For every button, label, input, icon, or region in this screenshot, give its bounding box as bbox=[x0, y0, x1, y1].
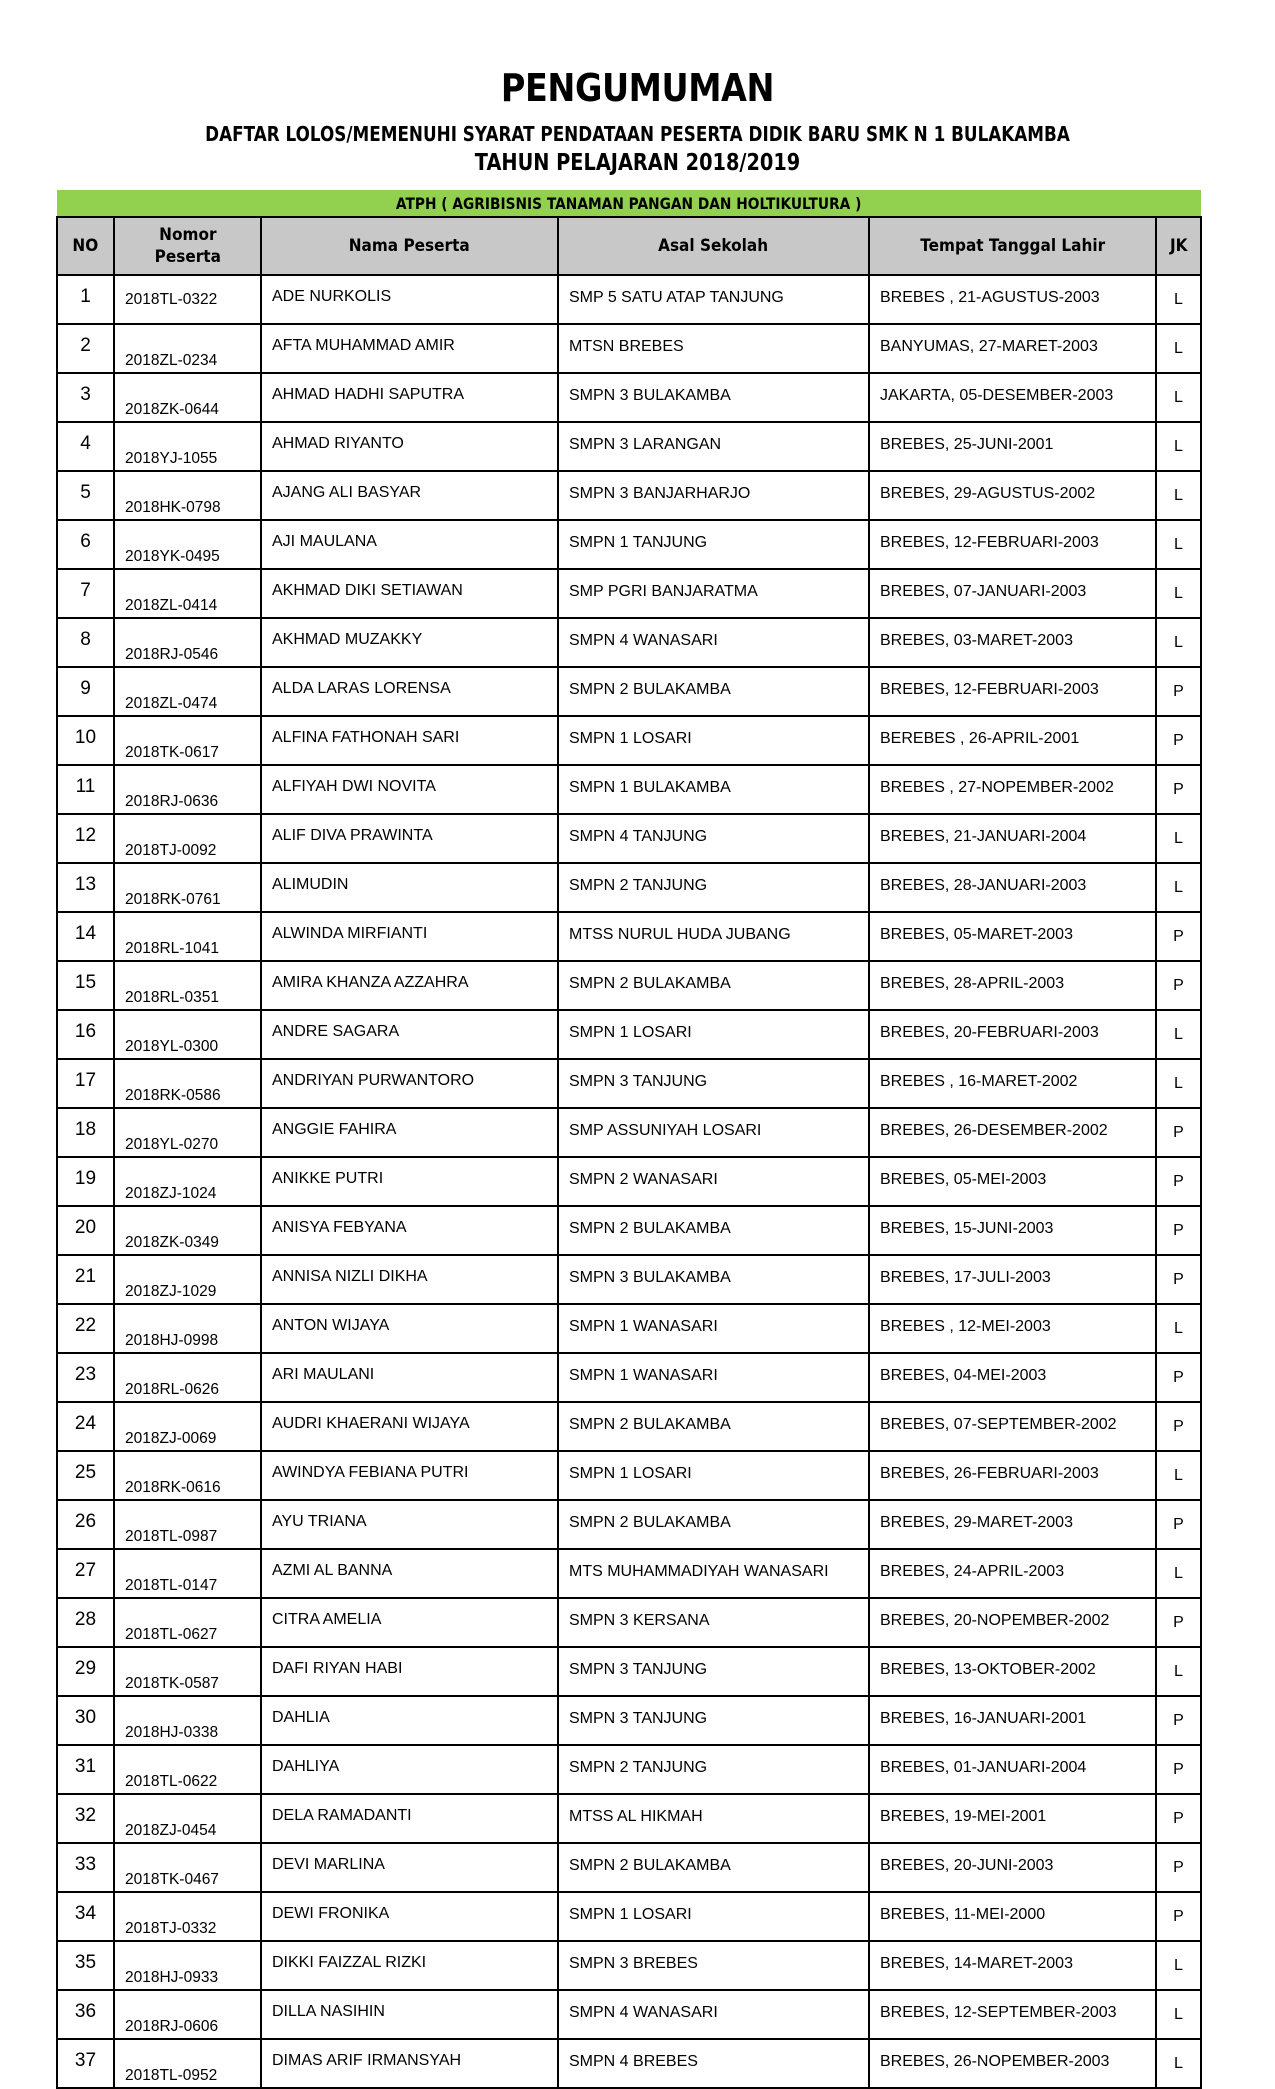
academic-year: TAHUN PELAJARAN 2018/2019 bbox=[474, 150, 801, 176]
row-nama-peserta: ARI MAULANI bbox=[261, 1353, 558, 1402]
row-no: 10 bbox=[57, 716, 114, 765]
row-nama-peserta: DEWI FRONIKA bbox=[261, 1892, 558, 1941]
row-jk: P bbox=[1156, 1255, 1201, 1304]
row-nama-peserta: DELA RAMADANTI bbox=[261, 1794, 558, 1843]
row-no: 33 bbox=[57, 1843, 114, 1892]
row-tempat-tanggal-lahir: BREBES, 01-JANUARI-2004 bbox=[869, 1745, 1156, 1794]
row-no: 6 bbox=[57, 520, 114, 569]
table-row bbox=[57, 1206, 1201, 1255]
row-tempat-tanggal-lahir: BREBES, 05-MEI-2003 bbox=[869, 1157, 1156, 1206]
row-tempat-tanggal-lahir: BREBES, 12-SEPTEMBER-2003 bbox=[869, 1990, 1156, 2039]
table-row bbox=[57, 618, 1201, 667]
row-nomor-peserta: 2018YL-0270 bbox=[114, 1108, 261, 1157]
table-row bbox=[57, 1745, 1201, 1794]
row-jk: L bbox=[1156, 1059, 1201, 1108]
row-no: 16 bbox=[57, 1010, 114, 1059]
row-nama-peserta: ANTON WIJAYA bbox=[261, 1304, 558, 1353]
row-no: 35 bbox=[57, 1941, 114, 1990]
row-tempat-tanggal-lahir: BREBES, 28-APRIL-2003 bbox=[869, 961, 1156, 1010]
row-nomor-peserta: 2018TL-0987 bbox=[114, 1500, 261, 1549]
row-no: 30 bbox=[57, 1696, 114, 1745]
row-asal-sekolah: SMPN 3 BANJARHARJO bbox=[558, 471, 869, 520]
table-row bbox=[57, 520, 1201, 569]
row-jk: P bbox=[1156, 1206, 1201, 1255]
row-nama-peserta: DIMAS ARIF IRMANSYAH bbox=[261, 2039, 558, 2088]
row-no: 20 bbox=[57, 1206, 114, 1255]
row-tempat-tanggal-lahir: BREBES, 26-NOPEMBER-2003 bbox=[869, 2039, 1156, 2088]
table-row bbox=[57, 471, 1201, 520]
table-row bbox=[57, 1500, 1201, 1549]
row-nomor-peserta: 2018RK-0761 bbox=[114, 863, 261, 912]
row-nomor-peserta: 2018HJ-0998 bbox=[114, 1304, 261, 1353]
row-no: 13 bbox=[57, 863, 114, 912]
row-jk: L bbox=[1156, 1010, 1201, 1059]
row-jk: L bbox=[1156, 1941, 1201, 1990]
row-tempat-tanggal-lahir: BREBES, 11-MEI-2000 bbox=[869, 1892, 1156, 1941]
row-asal-sekolah: SMPN 3 LARANGAN bbox=[558, 422, 869, 471]
row-tempat-tanggal-lahir: BREBES, 14-MARET-2003 bbox=[869, 1941, 1156, 1990]
row-jk: L bbox=[1156, 520, 1201, 569]
row-nomor-peserta: 2018ZK-0349 bbox=[114, 1206, 261, 1255]
row-no: 15 bbox=[57, 961, 114, 1010]
row-asal-sekolah: SMPN 1 WANASARI bbox=[558, 1304, 869, 1353]
row-jk: P bbox=[1156, 1794, 1201, 1843]
table-header bbox=[57, 217, 1201, 275]
row-tempat-tanggal-lahir: BREBES, 28-JANUARI-2003 bbox=[869, 863, 1156, 912]
row-nomor-peserta: 2018RL-0351 bbox=[114, 961, 261, 1010]
row-nama-peserta: ANDRIYAN PURWANTORO bbox=[261, 1059, 558, 1108]
table-row bbox=[57, 667, 1201, 716]
row-no: 1 bbox=[57, 275, 114, 324]
program-banner bbox=[57, 190, 1201, 217]
table-row bbox=[57, 863, 1201, 912]
row-no: 19 bbox=[57, 1157, 114, 1206]
row-nomor-peserta: 2018YJ-1055 bbox=[114, 422, 261, 471]
row-asal-sekolah: SMP PGRI BANJARATMA bbox=[558, 569, 869, 618]
row-tempat-tanggal-lahir: BREBES, 15-JUNI-2003 bbox=[869, 1206, 1156, 1255]
col-header-no: NO bbox=[57, 217, 114, 275]
row-nomor-peserta: 2018TK-0587 bbox=[114, 1647, 261, 1696]
row-nama-peserta: AJANG ALI BASYAR bbox=[261, 471, 558, 520]
row-tempat-tanggal-lahir: BREBES, 29-AGUSTUS-2002 bbox=[869, 471, 1156, 520]
row-asal-sekolah: SMPN 2 BULAKAMBA bbox=[558, 1500, 869, 1549]
row-asal-sekolah: SMPN 2 BULAKAMBA bbox=[558, 1402, 869, 1451]
row-nomor-peserta: 2018TL-0952 bbox=[114, 2039, 261, 2088]
row-asal-sekolah: SMPN 3 TANJUNG bbox=[558, 1059, 869, 1108]
row-jk: L bbox=[1156, 1451, 1201, 1500]
row-nomor-peserta: 2018TL-0622 bbox=[114, 1745, 261, 1794]
row-tempat-tanggal-lahir: BREBES, 21-JANUARI-2004 bbox=[869, 814, 1156, 863]
table-row bbox=[57, 1353, 1201, 1402]
row-tempat-tanggal-lahir: JAKARTA, 05-DESEMBER-2003 bbox=[869, 373, 1156, 422]
row-jk: P bbox=[1156, 1500, 1201, 1549]
row-jk: L bbox=[1156, 275, 1201, 324]
row-jk: L bbox=[1156, 2039, 1201, 2088]
table-row bbox=[57, 961, 1201, 1010]
row-jk: L bbox=[1156, 569, 1201, 618]
row-no: 14 bbox=[57, 912, 114, 961]
row-nama-peserta: DAFI RIYAN HABI bbox=[261, 1647, 558, 1696]
row-asal-sekolah: SMPN 3 TANJUNG bbox=[558, 1647, 869, 1696]
row-asal-sekolah: SMPN 2 BULAKAMBA bbox=[558, 1206, 869, 1255]
page-subtitle: DAFTAR LOLOS/MEMENUHI SYARAT PENDATAAN PESERTA DIDIK BARU SMK N 1 BULAKAMBA bbox=[205, 122, 1070, 146]
row-nomor-peserta: 2018HJ-0933 bbox=[114, 1941, 261, 1990]
row-tempat-tanggal-lahir: BREBES, 12-FEBRUARI-2003 bbox=[869, 520, 1156, 569]
row-nomor-peserta: 2018ZJ-0454 bbox=[114, 1794, 261, 1843]
row-nama-peserta: ALIMUDIN bbox=[261, 863, 558, 912]
row-no: 27 bbox=[57, 1549, 114, 1598]
col-header-tempat-tanggal-lahir: Tempat Tanggal Lahir bbox=[869, 217, 1156, 275]
row-nama-peserta: AFTA MUHAMMAD AMIR bbox=[261, 324, 558, 373]
row-nama-peserta: AKHMAD MUZAKKY bbox=[261, 618, 558, 667]
row-no: 2 bbox=[57, 324, 114, 373]
row-tempat-tanggal-lahir: BREBES , 12-MEI-2003 bbox=[869, 1304, 1156, 1353]
table-row bbox=[57, 1794, 1201, 1843]
row-tempat-tanggal-lahir: BREBES, 25-JUNI-2001 bbox=[869, 422, 1156, 471]
row-nama-peserta: ALWINDA MIRFIANTI bbox=[261, 912, 558, 961]
table-row bbox=[57, 1598, 1201, 1647]
row-tempat-tanggal-lahir: BREBES, 20-FEBRUARI-2003 bbox=[869, 1010, 1156, 1059]
row-nomor-peserta: 2018RL-1041 bbox=[114, 912, 261, 961]
program-name: ATPH ( AGRIBISNIS TANAMAN PANGAN DAN HOLTIKULTURA ) bbox=[396, 193, 862, 213]
row-tempat-tanggal-lahir: BREBES , 21-AGUSTUS-2003 bbox=[869, 275, 1156, 324]
row-nomor-peserta: 2018HK-0798 bbox=[114, 471, 261, 520]
row-asal-sekolah: SMPN 3 BREBES bbox=[558, 1941, 869, 1990]
row-nomor-peserta: 2018TL-0147 bbox=[114, 1549, 261, 1598]
table-row bbox=[57, 569, 1201, 618]
row-nomor-peserta: 2018RJ-0606 bbox=[114, 1990, 261, 2039]
row-nama-peserta: DEVI MARLINA bbox=[261, 1843, 558, 1892]
row-nama-peserta: ANNISA NIZLI DIKHA bbox=[261, 1255, 558, 1304]
row-jk: L bbox=[1156, 1549, 1201, 1598]
row-nama-peserta: ADE NURKOLIS bbox=[261, 275, 558, 324]
row-no: 12 bbox=[57, 814, 114, 863]
col-header-jk: JK bbox=[1156, 217, 1201, 275]
row-no: 29 bbox=[57, 1647, 114, 1696]
row-nomor-peserta: 2018RK-0586 bbox=[114, 1059, 261, 1108]
row-nomor-peserta: 2018ZL-0234 bbox=[114, 324, 261, 373]
row-no: 5 bbox=[57, 471, 114, 520]
row-asal-sekolah: SMPN 1 LOSARI bbox=[558, 1010, 869, 1059]
row-asal-sekolah: MTSN BREBES bbox=[558, 324, 869, 373]
row-asal-sekolah: SMPN 2 BULAKAMBA bbox=[558, 961, 869, 1010]
row-nama-peserta: DIKKI FAIZZAL RIZKI bbox=[261, 1941, 558, 1990]
row-nama-peserta: CITRA AMELIA bbox=[261, 1598, 558, 1647]
row-tempat-tanggal-lahir: BREBES, 03-MARET-2003 bbox=[869, 618, 1156, 667]
row-asal-sekolah: MTSS NURUL HUDA JUBANG bbox=[558, 912, 869, 961]
row-jk: P bbox=[1156, 667, 1201, 716]
row-tempat-tanggal-lahir: BREBES, 17-JULI-2003 bbox=[869, 1255, 1156, 1304]
row-jk: L bbox=[1156, 471, 1201, 520]
row-jk: P bbox=[1156, 1598, 1201, 1647]
row-asal-sekolah: SMPN 1 LOSARI bbox=[558, 1892, 869, 1941]
row-nomor-peserta: 2018TK-0617 bbox=[114, 716, 261, 765]
row-asal-sekolah: SMPN 2 TANJUNG bbox=[558, 863, 869, 912]
row-nama-peserta: DAHLIA bbox=[261, 1696, 558, 1745]
row-tempat-tanggal-lahir: BREBES, 12-FEBRUARI-2003 bbox=[869, 667, 1156, 716]
table-row bbox=[57, 1843, 1201, 1892]
col-header-nama-peserta: Nama Peserta bbox=[261, 217, 558, 275]
row-asal-sekolah: SMPN 4 TANJUNG bbox=[558, 814, 869, 863]
row-tempat-tanggal-lahir: BREBES, 16-JANUARI-2001 bbox=[869, 1696, 1156, 1745]
row-nomor-peserta: 2018TJ-0332 bbox=[114, 1892, 261, 1941]
row-nomor-peserta: 2018RJ-0636 bbox=[114, 765, 261, 814]
row-nomor-peserta: 2018TL-0627 bbox=[114, 1598, 261, 1647]
row-no: 28 bbox=[57, 1598, 114, 1647]
table-row bbox=[57, 1157, 1201, 1206]
row-jk: L bbox=[1156, 863, 1201, 912]
row-asal-sekolah: MTSS AL HIKMAH bbox=[558, 1794, 869, 1843]
row-nomor-peserta: 2018ZJ-0069 bbox=[114, 1402, 261, 1451]
row-no: 18 bbox=[57, 1108, 114, 1157]
row-jk: L bbox=[1156, 324, 1201, 373]
table-row bbox=[57, 1108, 1201, 1157]
row-asal-sekolah: SMPN 1 LOSARI bbox=[558, 1451, 869, 1500]
row-nomor-peserta: 2018HJ-0338 bbox=[114, 1696, 261, 1745]
row-tempat-tanggal-lahir: BREBES , 27-NOPEMBER-2002 bbox=[869, 765, 1156, 814]
table-row bbox=[57, 716, 1201, 765]
row-tempat-tanggal-lahir: BEREBES , 26-APRIL-2001 bbox=[869, 716, 1156, 765]
row-nomor-peserta: 2018RL-0626 bbox=[114, 1353, 261, 1402]
row-no: 11 bbox=[57, 765, 114, 814]
table-row bbox=[57, 765, 1201, 814]
col-header-nomor-peserta: Nomor Peserta bbox=[114, 217, 261, 275]
row-nama-peserta: AZMI AL BANNA bbox=[261, 1549, 558, 1598]
row-no: 21 bbox=[57, 1255, 114, 1304]
table-row bbox=[57, 275, 1201, 324]
row-asal-sekolah: SMPN 4 WANASARI bbox=[558, 618, 869, 667]
page-title: PENGUMUMAN bbox=[500, 66, 775, 110]
table-row bbox=[57, 373, 1201, 422]
row-nama-peserta: AHMAD HADHI SAPUTRA bbox=[261, 373, 558, 422]
row-tempat-tanggal-lahir: BREBES, 13-OKTOBER-2002 bbox=[869, 1647, 1156, 1696]
row-no: 17 bbox=[57, 1059, 114, 1108]
row-jk: L bbox=[1156, 373, 1201, 422]
program-row bbox=[57, 190, 1201, 217]
table-row bbox=[57, 324, 1201, 373]
row-nama-peserta: ALFINA FATHONAH SARI bbox=[261, 716, 558, 765]
row-asal-sekolah: SMP ASSUNIYAH LOSARI bbox=[558, 1108, 869, 1157]
row-tempat-tanggal-lahir: BREBES, 20-NOPEMBER-2002 bbox=[869, 1598, 1156, 1647]
row-asal-sekolah: MTS MUHAMMADIYAH WANASARI bbox=[558, 1549, 869, 1598]
row-tempat-tanggal-lahir: BREBES, 26-FEBRUARI-2003 bbox=[869, 1451, 1156, 1500]
row-jk: P bbox=[1156, 716, 1201, 765]
table-row bbox=[57, 1010, 1201, 1059]
row-tempat-tanggal-lahir: BREBES, 26-DESEMBER-2002 bbox=[869, 1108, 1156, 1157]
row-nomor-peserta: 2018TL-0322 bbox=[114, 275, 261, 324]
table-row bbox=[57, 1451, 1201, 1500]
row-no: 4 bbox=[57, 422, 114, 471]
row-nama-peserta: ALIF DIVA PRAWINTA bbox=[261, 814, 558, 863]
row-jk: P bbox=[1156, 1402, 1201, 1451]
table-row bbox=[57, 1892, 1201, 1941]
row-tempat-tanggal-lahir: BREBES, 05-MARET-2003 bbox=[869, 912, 1156, 961]
row-jk: P bbox=[1156, 1892, 1201, 1941]
participants-table bbox=[56, 190, 1202, 2089]
row-nomor-peserta: 2018YK-0495 bbox=[114, 520, 261, 569]
table-row bbox=[57, 1304, 1201, 1353]
row-asal-sekolah: SMPN 3 KERSANA bbox=[558, 1598, 869, 1647]
row-nama-peserta: DAHLIYA bbox=[261, 1745, 558, 1794]
row-jk: P bbox=[1156, 765, 1201, 814]
row-nama-peserta: AMIRA KHANZA AZZAHRA bbox=[261, 961, 558, 1010]
row-nomor-peserta: 2018YL-0300 bbox=[114, 1010, 261, 1059]
row-tempat-tanggal-lahir: BREBES, 07-SEPTEMBER-2002 bbox=[869, 1402, 1156, 1451]
row-jk: L bbox=[1156, 422, 1201, 471]
row-no: 23 bbox=[57, 1353, 114, 1402]
table-row bbox=[57, 1647, 1201, 1696]
table-row bbox=[57, 912, 1201, 961]
row-no: 24 bbox=[57, 1402, 114, 1451]
table-row bbox=[57, 814, 1201, 863]
row-jk: L bbox=[1156, 1304, 1201, 1353]
row-tempat-tanggal-lahir: BREBES , 16-MARET-2002 bbox=[869, 1059, 1156, 1108]
row-asal-sekolah: SMPN 2 WANASARI bbox=[558, 1157, 869, 1206]
row-jk: L bbox=[1156, 618, 1201, 667]
row-no: 26 bbox=[57, 1500, 114, 1549]
row-nama-peserta: DILLA NASIHIN bbox=[261, 1990, 558, 2039]
table-row bbox=[57, 1990, 1201, 2039]
row-nomor-peserta: 2018TK-0467 bbox=[114, 1843, 261, 1892]
row-asal-sekolah: SMPN 4 BREBES bbox=[558, 2039, 869, 2088]
row-nama-peserta: ANDRE SAGARA bbox=[261, 1010, 558, 1059]
row-asal-sekolah: SMPN 3 BULAKAMBA bbox=[558, 373, 869, 422]
table-row bbox=[57, 422, 1201, 471]
row-tempat-tanggal-lahir: BREBES, 20-JUNI-2003 bbox=[869, 1843, 1156, 1892]
row-nama-peserta: AUDRI KHAERANI WIJAYA bbox=[261, 1402, 558, 1451]
table-row bbox=[57, 1941, 1201, 1990]
row-jk: P bbox=[1156, 1353, 1201, 1402]
row-nomor-peserta: 2018ZL-0414 bbox=[114, 569, 261, 618]
row-tempat-tanggal-lahir: BREBES, 29-MARET-2003 bbox=[869, 1500, 1156, 1549]
row-nomor-peserta: 2018ZL-0474 bbox=[114, 667, 261, 716]
row-asal-sekolah: SMPN 1 TANJUNG bbox=[558, 520, 869, 569]
row-no: 9 bbox=[57, 667, 114, 716]
row-jk: P bbox=[1156, 961, 1201, 1010]
row-asal-sekolah: SMPN 2 TANJUNG bbox=[558, 1745, 869, 1794]
row-no: 36 bbox=[57, 1990, 114, 2039]
row-nomor-peserta: 2018RK-0616 bbox=[114, 1451, 261, 1500]
row-asal-sekolah: SMPN 2 BULAKAMBA bbox=[558, 667, 869, 716]
row-asal-sekolah: SMP 5 SATU ATAP TANJUNG bbox=[558, 275, 869, 324]
row-jk: L bbox=[1156, 1647, 1201, 1696]
table-row bbox=[57, 1255, 1201, 1304]
table-row bbox=[57, 1696, 1201, 1745]
row-nomor-peserta: 2018TJ-0092 bbox=[114, 814, 261, 863]
row-no: 34 bbox=[57, 1892, 114, 1941]
row-nama-peserta: AYU TRIANA bbox=[261, 1500, 558, 1549]
table-row bbox=[57, 2039, 1201, 2088]
row-no: 31 bbox=[57, 1745, 114, 1794]
row-jk: L bbox=[1156, 1990, 1201, 2039]
row-asal-sekolah: SMPN 3 BULAKAMBA bbox=[558, 1255, 869, 1304]
row-nama-peserta: AJI MAULANA bbox=[261, 520, 558, 569]
row-nomor-peserta: 2018RJ-0546 bbox=[114, 618, 261, 667]
row-asal-sekolah: SMPN 1 WANASARI bbox=[558, 1353, 869, 1402]
row-nama-peserta: ALFIYAH DWI NOVITA bbox=[261, 765, 558, 814]
row-tempat-tanggal-lahir: BREBES, 24-APRIL-2003 bbox=[869, 1549, 1156, 1598]
row-jk: P bbox=[1156, 1157, 1201, 1206]
row-nomor-peserta: 2018ZK-0644 bbox=[114, 373, 261, 422]
row-jk: L bbox=[1156, 814, 1201, 863]
row-asal-sekolah: SMPN 1 BULAKAMBA bbox=[558, 765, 869, 814]
row-nama-peserta: ALDA LARAS LORENSA bbox=[261, 667, 558, 716]
table-row bbox=[57, 1059, 1201, 1108]
row-no: 25 bbox=[57, 1451, 114, 1500]
row-asal-sekolah: SMPN 4 WANASARI bbox=[558, 1990, 869, 2039]
row-no: 3 bbox=[57, 373, 114, 422]
row-nama-peserta: AHMAD RIYANTO bbox=[261, 422, 558, 471]
row-no: 37 bbox=[57, 2039, 114, 2088]
row-tempat-tanggal-lahir: BANYUMAS, 27-MARET-2003 bbox=[869, 324, 1156, 373]
row-tempat-tanggal-lahir: BREBES, 19-MEI-2001 bbox=[869, 1794, 1156, 1843]
row-asal-sekolah: SMPN 3 TANJUNG bbox=[558, 1696, 869, 1745]
table-row bbox=[57, 1402, 1201, 1451]
row-no: 8 bbox=[57, 618, 114, 667]
table-row bbox=[57, 1549, 1201, 1598]
row-no: 7 bbox=[57, 569, 114, 618]
row-jk: P bbox=[1156, 1745, 1201, 1794]
row-tempat-tanggal-lahir: BREBES, 04-MEI-2003 bbox=[869, 1353, 1156, 1402]
row-nama-peserta: AWINDYA FEBIANA PUTRI bbox=[261, 1451, 558, 1500]
row-nomor-peserta: 2018ZJ-1024 bbox=[114, 1157, 261, 1206]
row-nama-peserta: ANIKKE PUTRI bbox=[261, 1157, 558, 1206]
row-jk: P bbox=[1156, 1108, 1201, 1157]
row-jk: P bbox=[1156, 1843, 1201, 1892]
row-nama-peserta: AKHMAD DIKI SETIAWAN bbox=[261, 569, 558, 618]
row-asal-sekolah: SMPN 2 BULAKAMBA bbox=[558, 1843, 869, 1892]
row-no: 22 bbox=[57, 1304, 114, 1353]
row-nomor-peserta: 2018ZJ-1029 bbox=[114, 1255, 261, 1304]
row-tempat-tanggal-lahir: BREBES, 07-JANUARI-2003 bbox=[869, 569, 1156, 618]
row-asal-sekolah: SMPN 1 LOSARI bbox=[558, 716, 869, 765]
col-header-asal-sekolah: Asal Sekolah bbox=[558, 217, 869, 275]
row-no: 32 bbox=[57, 1794, 114, 1843]
row-nama-peserta: ANISYA FEBYANA bbox=[261, 1206, 558, 1255]
row-jk: P bbox=[1156, 912, 1201, 961]
row-jk: P bbox=[1156, 1696, 1201, 1745]
row-nama-peserta: ANGGIE FAHIRA bbox=[261, 1108, 558, 1157]
